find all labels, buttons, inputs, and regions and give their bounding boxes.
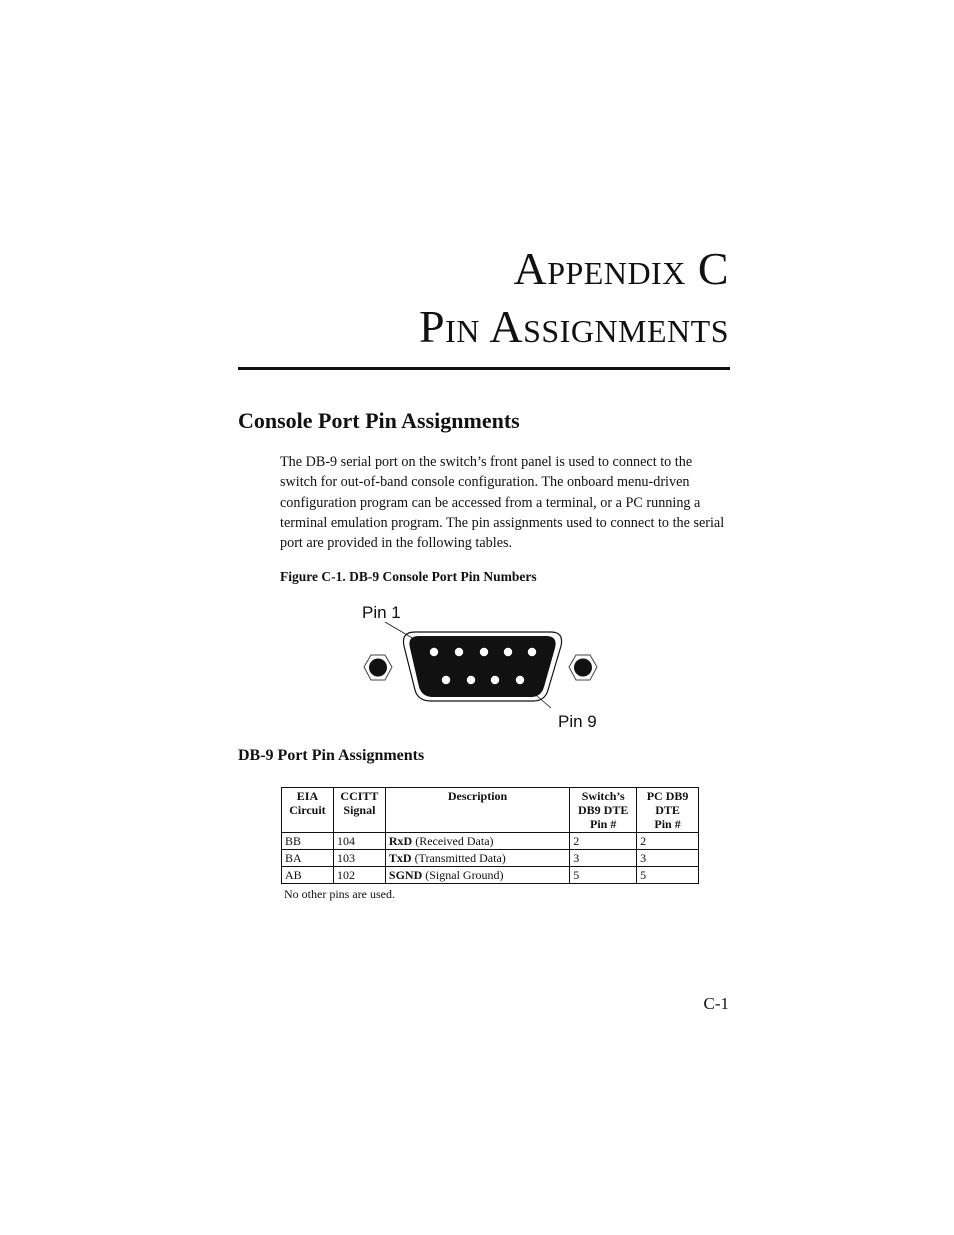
pin-8 <box>491 676 499 684</box>
table-row <box>282 867 699 884</box>
page-number: C-1 <box>703 994 729 1013</box>
cell-switch-pin: 5 <box>570 867 637 884</box>
db9-connector-diagram <box>355 598 615 738</box>
cell-ccitt: 102 <box>333 867 385 884</box>
cell-ccitt: 104 <box>333 833 385 850</box>
header-pc-pin: PC DB9 DTE Pin # <box>637 788 699 833</box>
header-ccitt-signal: CCITT Signal <box>333 788 385 833</box>
table-header-row <box>282 788 699 833</box>
pin-6 <box>442 676 450 684</box>
cell-eia: BA <box>282 850 334 867</box>
header-switch-pin: Switch’s DB9 DTE Pin # <box>570 788 637 833</box>
left-screw-hole <box>369 659 387 677</box>
table-row <box>282 850 699 867</box>
cell-ccitt: 103 <box>333 850 385 867</box>
chapter-title: Pin Assignments <box>419 301 729 352</box>
right-screw-hole <box>574 659 592 677</box>
signal-desc: (Signal Ground) <box>422 868 504 882</box>
pin-2 <box>455 648 463 656</box>
signal-desc: (Received Data) <box>412 834 494 848</box>
signal-name: RxD <box>388 834 413 848</box>
cell-switch-pin: 3 <box>570 850 637 867</box>
cell-description <box>385 850 569 867</box>
cell-pc-pin: 3 <box>637 850 699 867</box>
connector-shell <box>409 636 555 697</box>
body-paragraph: The DB-9 serial port on the switch’s front panel is used to connect to the switch for out-of-band console configuration. The onboard menu-driven configuration program can be accessed from a terminal, or a PC running a terminal emulation program. The pin assignments used to connect to the serial port are provided in the following tables. <box>280 454 725 552</box>
cell-pc-pin: 5 <box>637 867 699 884</box>
cell-eia: AB <box>282 867 334 884</box>
section-heading: Console Port Pin Assignments <box>238 408 520 433</box>
title-rule <box>238 367 730 370</box>
pin-3 <box>480 648 488 656</box>
table-heading: DB-9 Port Pin Assignments <box>238 747 425 764</box>
pin-4 <box>504 648 512 656</box>
pin-1 <box>430 648 438 656</box>
header-eia-circuit: EIA Circuit <box>282 788 334 833</box>
table-row <box>282 833 699 850</box>
pin1-label: Pin 1 <box>362 603 401 622</box>
pin-9 <box>516 676 524 684</box>
signal-name: TxD <box>388 851 412 865</box>
cell-eia: BB <box>282 833 334 850</box>
appendix-title: Appendix C <box>513 243 729 294</box>
signal-name: SGND <box>388 868 423 882</box>
pin-5 <box>528 648 536 656</box>
header-description: Description <box>385 788 569 833</box>
cell-switch-pin: 2 <box>570 833 637 850</box>
signal-desc: (Transmitted Data) <box>411 851 506 865</box>
cell-pc-pin: 2 <box>637 833 699 850</box>
pin-7 <box>467 676 475 684</box>
cell-description <box>385 833 569 850</box>
figure-caption: Figure C-1. DB-9 Console Port Pin Numbers <box>280 569 537 584</box>
table-note: No other pins are used. <box>284 887 395 901</box>
pin9-label: Pin 9 <box>558 712 597 731</box>
cell-description <box>385 867 569 884</box>
pin-assignment-table <box>281 787 699 884</box>
